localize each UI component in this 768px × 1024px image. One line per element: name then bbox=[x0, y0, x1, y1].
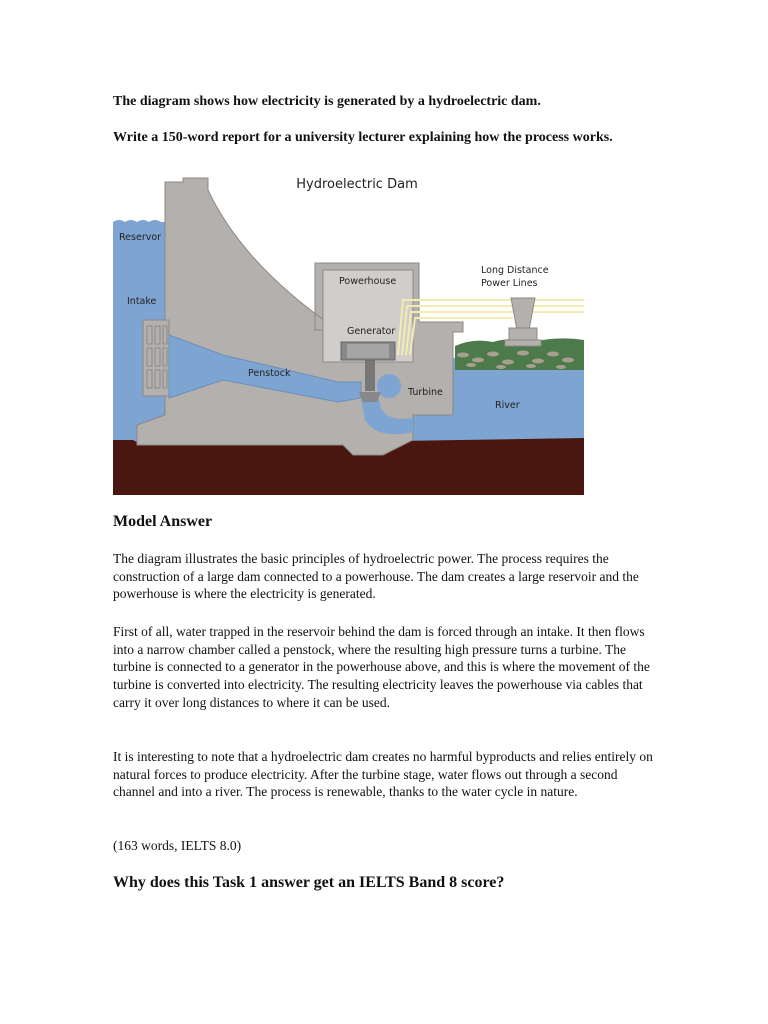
answer-paragraph-3: It is interesting to note that a hydroelectric dam creates no harmful byproducts and relies entirely on natural forces to produce electricity. After the turbine stage, water flows out through a second channel and into a river. The process is renewable, thanks to the water cycle in nature. bbox=[113, 749, 653, 800]
label-intake: Intake bbox=[127, 296, 157, 307]
label-reservoir: Reservor bbox=[119, 232, 162, 243]
label-turbine: Turbine bbox=[408, 387, 443, 398]
diagram-title: Hydroelectric Dam bbox=[296, 177, 418, 192]
turbine-chamber bbox=[377, 374, 401, 398]
intake-grate bbox=[143, 320, 169, 396]
label-river: River bbox=[495, 400, 520, 411]
hydroelectric-dam-diagram bbox=[113, 170, 584, 495]
label-penstock: Penstock bbox=[248, 368, 291, 379]
answer-paragraph-1: The diagram illustrates the basic principles of hydroelectric power. The process requires the construction of a large dam connected to a powerhouse. The dam creates a large reservoir and the powerhouse is where the electricity is generated. bbox=[113, 551, 639, 602]
word-count-note: (163 words, IELTS 8.0) bbox=[113, 838, 242, 853]
answer-paragraph-2: First of all, water trapped in the reservoir behind the dam is forced through an intake. It then flows into a narrow chamber called a penstock, where the resulting high pressure turns a turbine. The turbine is connected to a generator in the powerhouse above, and this is where the movement of the turbine is converted into electricity. The resulting electricity leaves the powerhouse via cables that carry it over long distances to where it can be used. bbox=[113, 624, 650, 710]
dam-body bbox=[137, 178, 463, 455]
label-power-lines-1: Long Distance bbox=[481, 265, 549, 276]
task-prompt-line-1: The diagram shows how electricity is generated by a hydroelectric dam. bbox=[113, 94, 541, 109]
label-generator: Generator bbox=[347, 326, 396, 337]
turbine-shaft bbox=[365, 356, 375, 391]
band-score-question: Why does this Task 1 answer get an IELTS Band 8 score? bbox=[113, 874, 505, 891]
model-answer-heading: Model Answer bbox=[113, 513, 213, 530]
task-prompt-line-2: Write a 150-word report for a university lecturer explaining how the process works. bbox=[113, 130, 613, 145]
label-powerhouse: Powerhouse bbox=[339, 276, 397, 287]
label-power-lines-2: Power Lines bbox=[481, 278, 538, 289]
